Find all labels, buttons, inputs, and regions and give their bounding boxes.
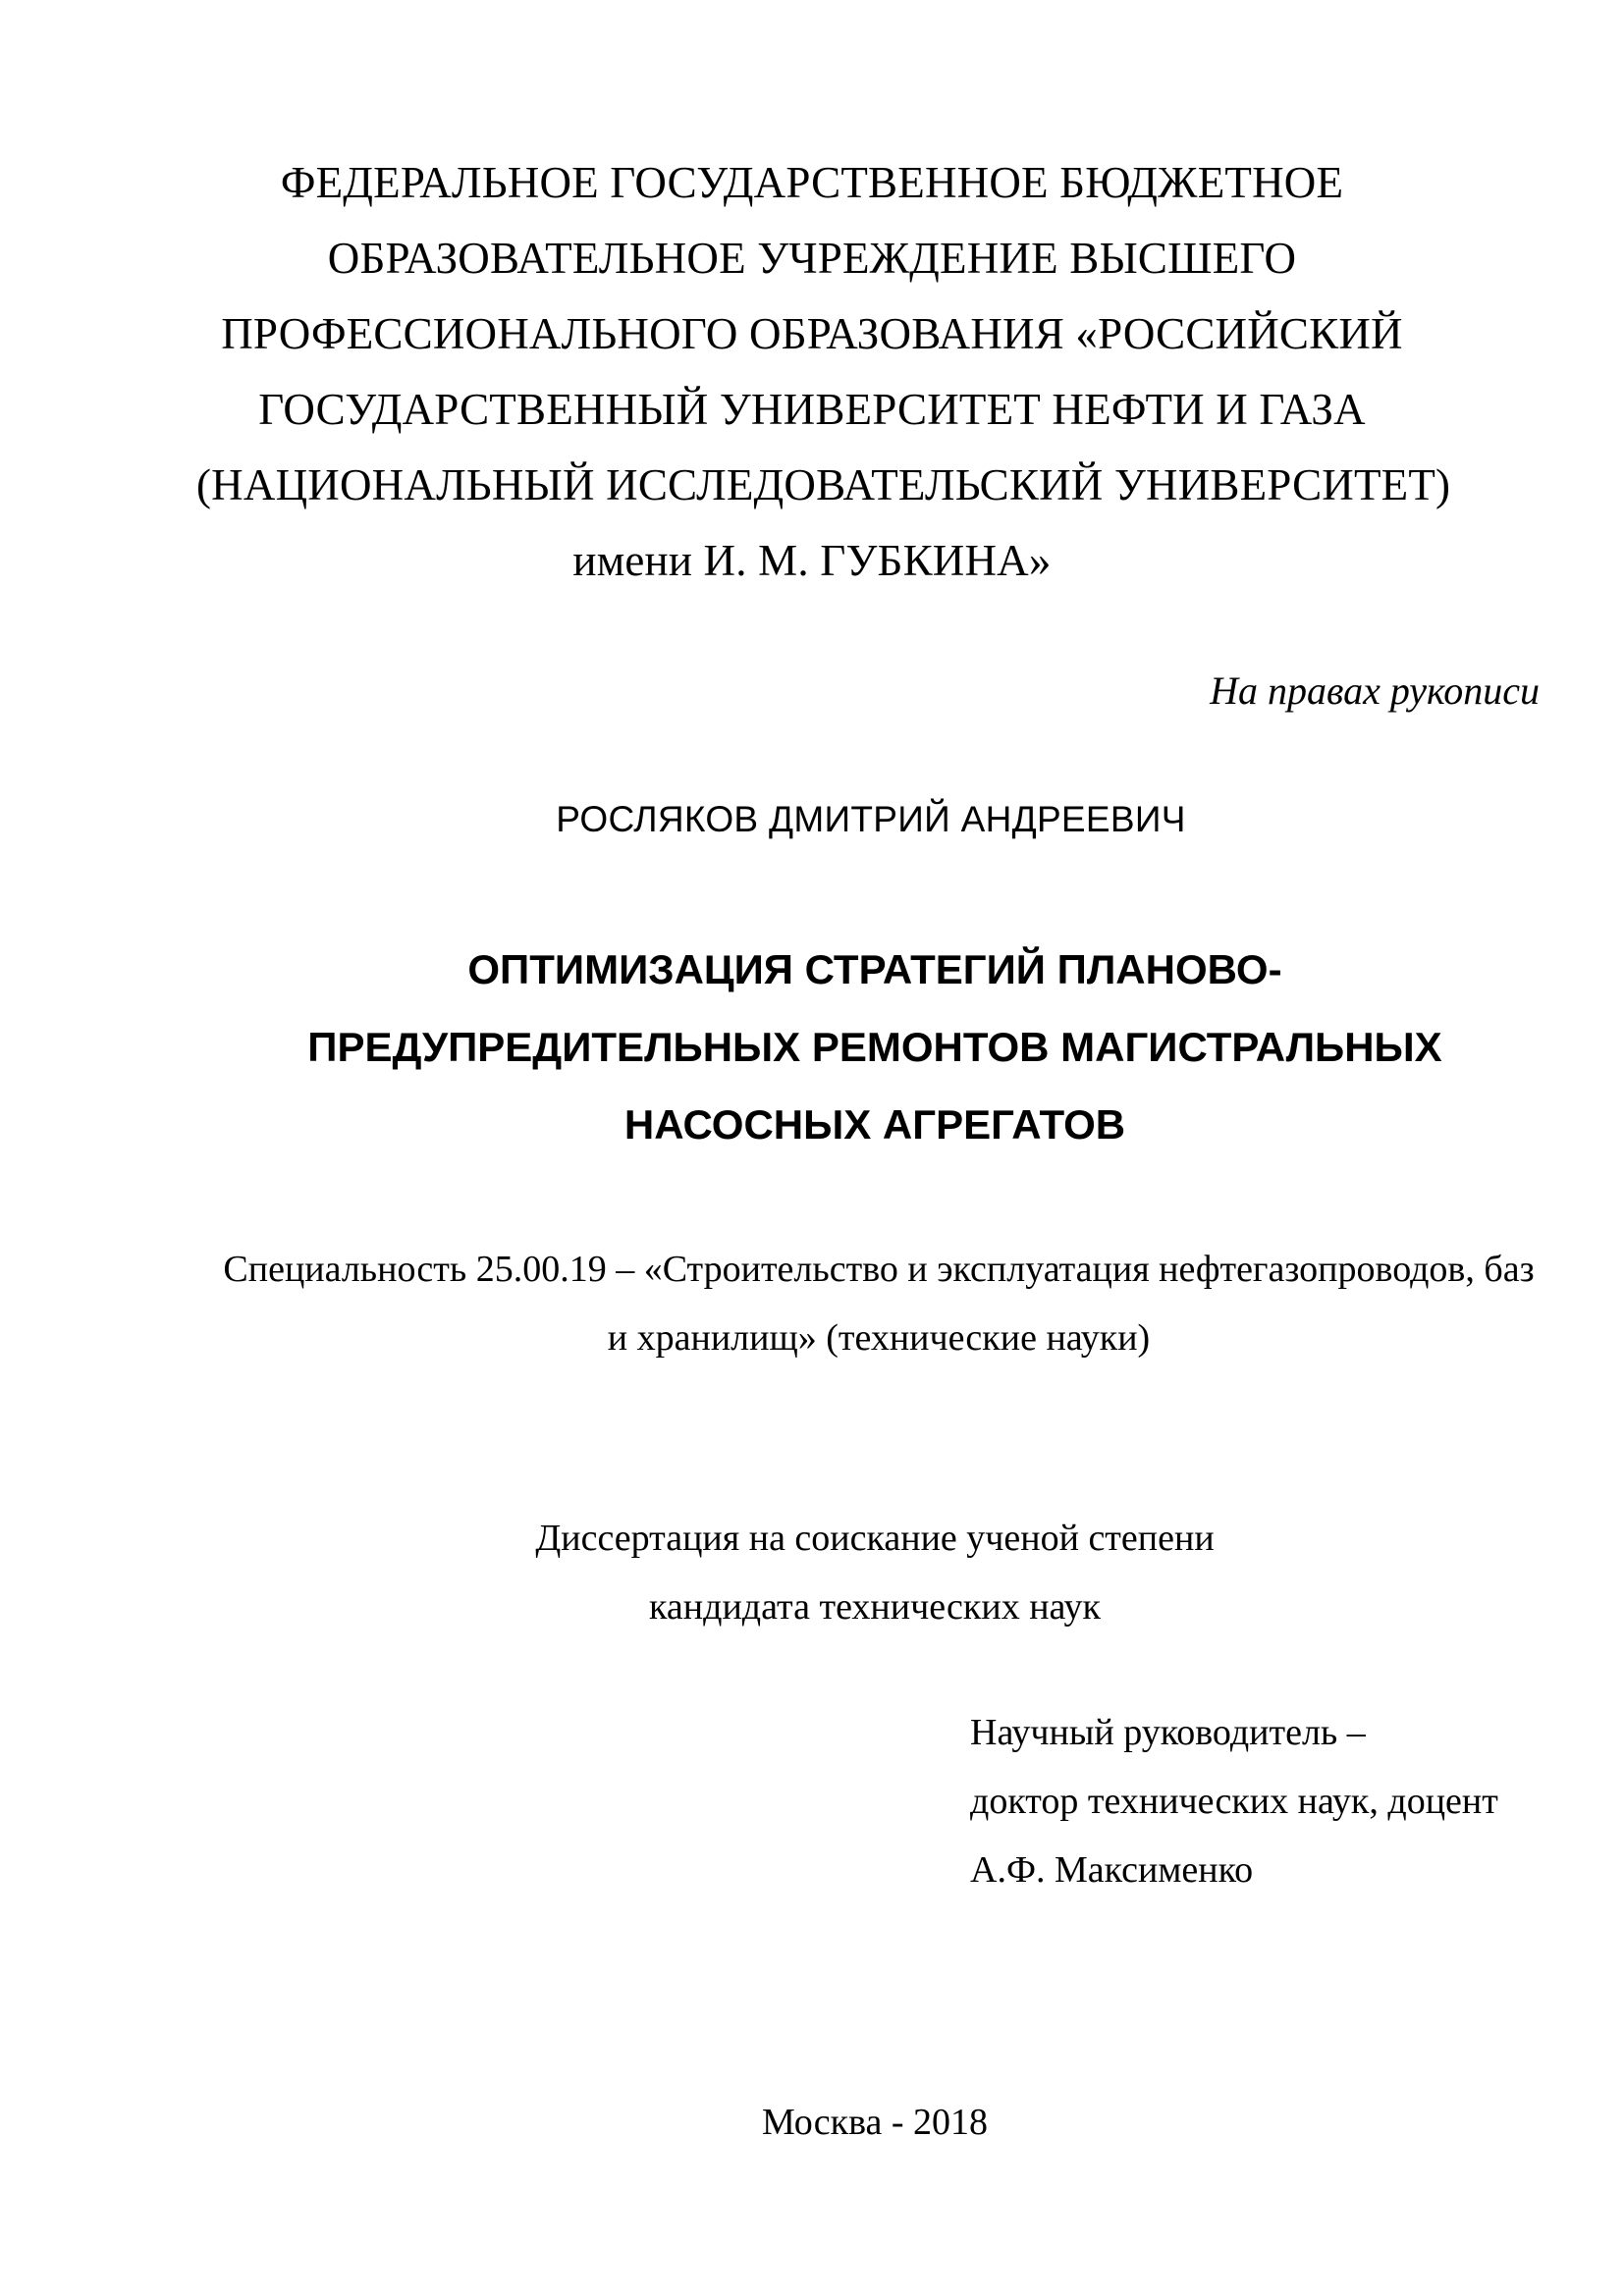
supervisor-block [970,1698,1498,1904]
city-year: Москва - 2018 [761,2102,989,2143]
institution-line: ГОСУДАРСТВЕННЫЙ УНИВЕРСИТЕТ НЕФТИ И ГАЗА [258,385,1366,434]
specialty-text [187,1235,1571,1372]
degree-line: Диссертация на соискание ученой степени [535,1518,1215,1559]
institution-line: ПРОФЕССИОНАЛЬНОГО ОБРАЗОВАНИЯ «РОССИЙСКИЙ [221,309,1403,358]
degree-line: кандидата технических наук [649,1586,1101,1628]
institution-header [196,145,1451,599]
supervisor-role: Научный руководитель – [970,1712,1366,1753]
author-name: РОСЛЯКОВ ДМИТРИЙ АНДРЕЕВИЧ [556,799,1186,839]
specialty-line: Специальность 25.00.19 – «Строительство и эксплуатация нефтегазопроводов, баз [223,1249,1535,1290]
title-line: НАСОСНЫХ АГРЕГАТОВ [623,1101,1126,1148]
manuscript-rights-note: На правах рукописи [1210,668,1540,713]
supervisor-degree: доктор технических наук, доцент [970,1781,1498,1822]
institution-line: ОБРАЗОВАТЕЛЬНОЕ УЧРЕЖДЕНИЕ ВЫСШЕГО [327,234,1297,283]
institution-line: (НАЦИОНАЛЬНЫЙ ИССЛЕДОВАТЕЛЬСКИЙ УНИВЕРСИТЕТ) [196,460,1451,509]
supervisor-name: А.Ф. Максименко [970,1849,1254,1891]
degree-statement [285,1504,1465,1641]
institution-line: ФЕДЕРАЛЬНОЕ ГОСУДАРСТВЕННОЕ БЮДЖЕТНОЕ [280,158,1344,207]
institution-line: имени И. М. ГУБКИНА» [572,536,1052,585]
title-line: ОПТИМИЗАЦИЯ СТРАТЕГИЙ ПЛАНОВО- [467,946,1282,992]
specialty-line: и хранилищ» (технические науки) [607,1317,1151,1359]
dissertation-title [196,931,1553,1163]
title-line: ПРЕДУПРЕДИТЕЛЬНЫХ РЕМОНТОВ МАГИСТРАЛЬНЫХ [307,1024,1442,1070]
